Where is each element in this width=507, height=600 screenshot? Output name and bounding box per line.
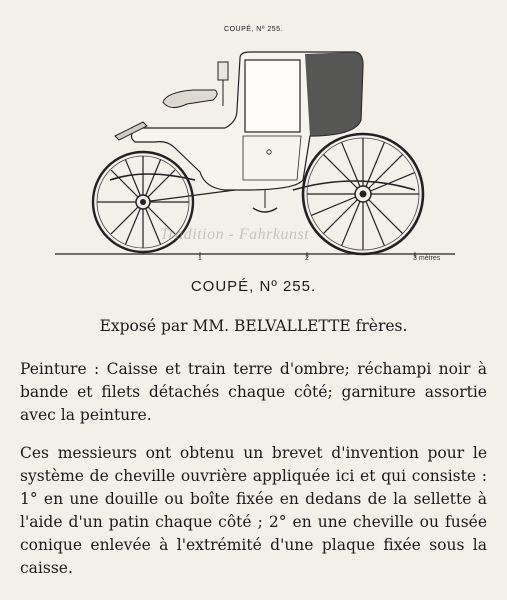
carriage-step [253, 208, 277, 212]
plate-caption: COUPÉ, Nº 255. [224, 26, 283, 33]
document-title: COUPÉ, Nº 255. [190, 278, 317, 295]
scale-label-1: 1 [198, 255, 202, 262]
rear-wheel [303, 134, 423, 254]
coupe-window [245, 60, 300, 132]
coachman-seat [163, 90, 217, 108]
carriage-lamp [218, 62, 228, 80]
scale-label-2: 2 [305, 255, 309, 262]
paragraph-painting: Peinture : Caisse et train terre d'ombre; réchampi noir à bande et filets détachés chaque côté; garniture assortie avec la peinture. [20, 360, 487, 424]
paragraph-patent: Ces messieurs ont obtenu un brevet d'invention pour le système de cheville ouvrière appliquée ici et qui consiste : 1° en une douille ou boîte fixée en dedans de la sellette à l'aide d'un patin chaque côté ; 2° en une cheville ou fusée conique enlevée à l'extrémité d'une plaque fixée sous la caisse. [20, 444, 487, 577]
coupe-rear-panel [305, 52, 363, 136]
scale-label-3: 3 mètres [413, 255, 441, 262]
document-subtitle: Exposé par MM. BELVALLETTE frères. [99, 317, 408, 335]
watermark: Tradition - Fahrkunst [160, 226, 310, 243]
